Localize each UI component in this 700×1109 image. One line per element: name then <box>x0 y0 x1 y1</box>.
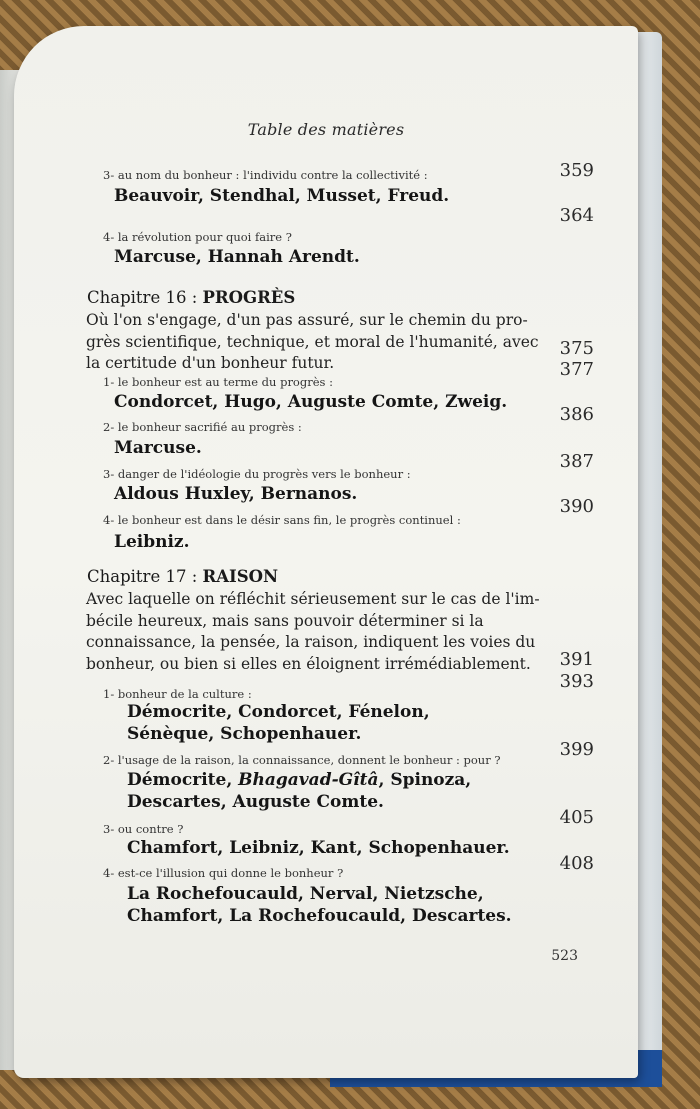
author-text: Démocrite, <box>127 770 239 790</box>
entry-label: 3- ou contre ? <box>103 822 184 836</box>
page-number: 390 <box>559 496 594 517</box>
intro-line: bécile heureux, mais sans pouvoir déterminer si la <box>86 611 484 630</box>
chapter-intro <box>86 310 546 375</box>
chapter-title: PROGRÈS <box>202 288 296 307</box>
intro-line: Avec laquelle on réfléchit sérieusement sur le cas de l'im- <box>86 590 540 608</box>
chapter-title: RAISON <box>202 567 279 586</box>
chapter-heading <box>87 288 295 307</box>
entry-authors <box>127 770 471 790</box>
page-number: 405 <box>559 807 594 828</box>
entry-label: 1- bonheur de la culture : <box>103 687 252 701</box>
entry-label: 2- l'usage de la raison, la connaissance, donnent le bonheur : pour ? <box>103 753 501 767</box>
running-head: Table des matières <box>247 120 405 139</box>
entry-authors: Chamfort, La Rochefoucauld, Descartes. <box>127 906 512 926</box>
page-number: 359 <box>559 160 594 181</box>
entry-authors: Marcuse. <box>114 438 202 458</box>
book-page <box>14 26 638 1078</box>
entry-authors: Leibniz. <box>114 532 190 552</box>
intro-line: la certitude d'un bonheur futur. <box>86 354 335 372</box>
intro-line: bonheur, ou bien si elles en éloignent irrémédiablement. <box>86 654 531 673</box>
entry-authors: Descartes, Auguste Comte. <box>127 792 384 812</box>
intro-line: Où l'on s'engage, d'un pas assuré, sur le chemin du pro- <box>86 311 528 329</box>
chapter-prefix: Chapitre 17 : <box>87 567 203 586</box>
folio: 523 <box>551 948 578 964</box>
entry-label: 3- au nom du bonheur : l'individu contre la collectivité : <box>103 168 428 182</box>
page-number: 408 <box>559 853 594 874</box>
page-number: 375 <box>559 338 594 359</box>
author-text: , Spinoza, <box>378 770 472 790</box>
entry-label: 4- la révolution pour quoi faire ? <box>103 230 292 244</box>
entry-label: 2- le bonheur sacrifié au progrès : <box>103 420 302 434</box>
author-italic-title: Bhagavad-Gîtâ <box>238 770 379 790</box>
chapter-heading <box>87 567 278 586</box>
intro-line: grès scientifique, technique, et moral de l'humanité, avec <box>86 332 539 351</box>
entry-authors: Chamfort, Leibniz, Kant, Schopenhauer. <box>127 838 510 858</box>
page-number: 391 <box>559 649 594 670</box>
entry-authors: Sénèque, Schopenhauer. <box>127 724 362 744</box>
page-number: 387 <box>559 451 594 472</box>
entry-label: 1- le bonheur est au terme du progrès : <box>103 375 333 389</box>
chapter-prefix: Chapitre 16 : <box>87 288 203 307</box>
page-number: 399 <box>559 739 594 760</box>
entry-authors: Aldous Huxley, Bernanos. <box>114 484 358 504</box>
entry-authors: Condorcet, Hugo, Auguste Comte, Zweig. <box>114 392 508 412</box>
intro-line: connaissance, la pensée, la raison, indiquent les voies du <box>86 633 536 651</box>
entry-authors: Démocrite, Condorcet, Fénelon, <box>127 702 430 722</box>
page-number: 393 <box>559 671 594 692</box>
entry-authors: Beauvoir, Stendhal, Musset, Freud. <box>114 186 450 206</box>
entry-label: 3- danger de l'idéologie du progrès vers le bonheur : <box>103 467 411 481</box>
entry-authors: La Rochefoucauld, Nerval, Nietzsche, <box>127 884 484 904</box>
page-number: 364 <box>559 205 594 226</box>
chapter-intro <box>86 589 546 675</box>
page-number: 386 <box>559 404 594 425</box>
entry-authors: Marcuse, Hannah Arendt. <box>114 247 360 267</box>
page-number: 377 <box>559 359 594 380</box>
entry-label: 4- le bonheur est dans le désir sans fin, le progrès continuel : <box>103 513 461 527</box>
entry-label: 4- est-ce l'illusion qui donne le bonheur ? <box>103 866 344 880</box>
